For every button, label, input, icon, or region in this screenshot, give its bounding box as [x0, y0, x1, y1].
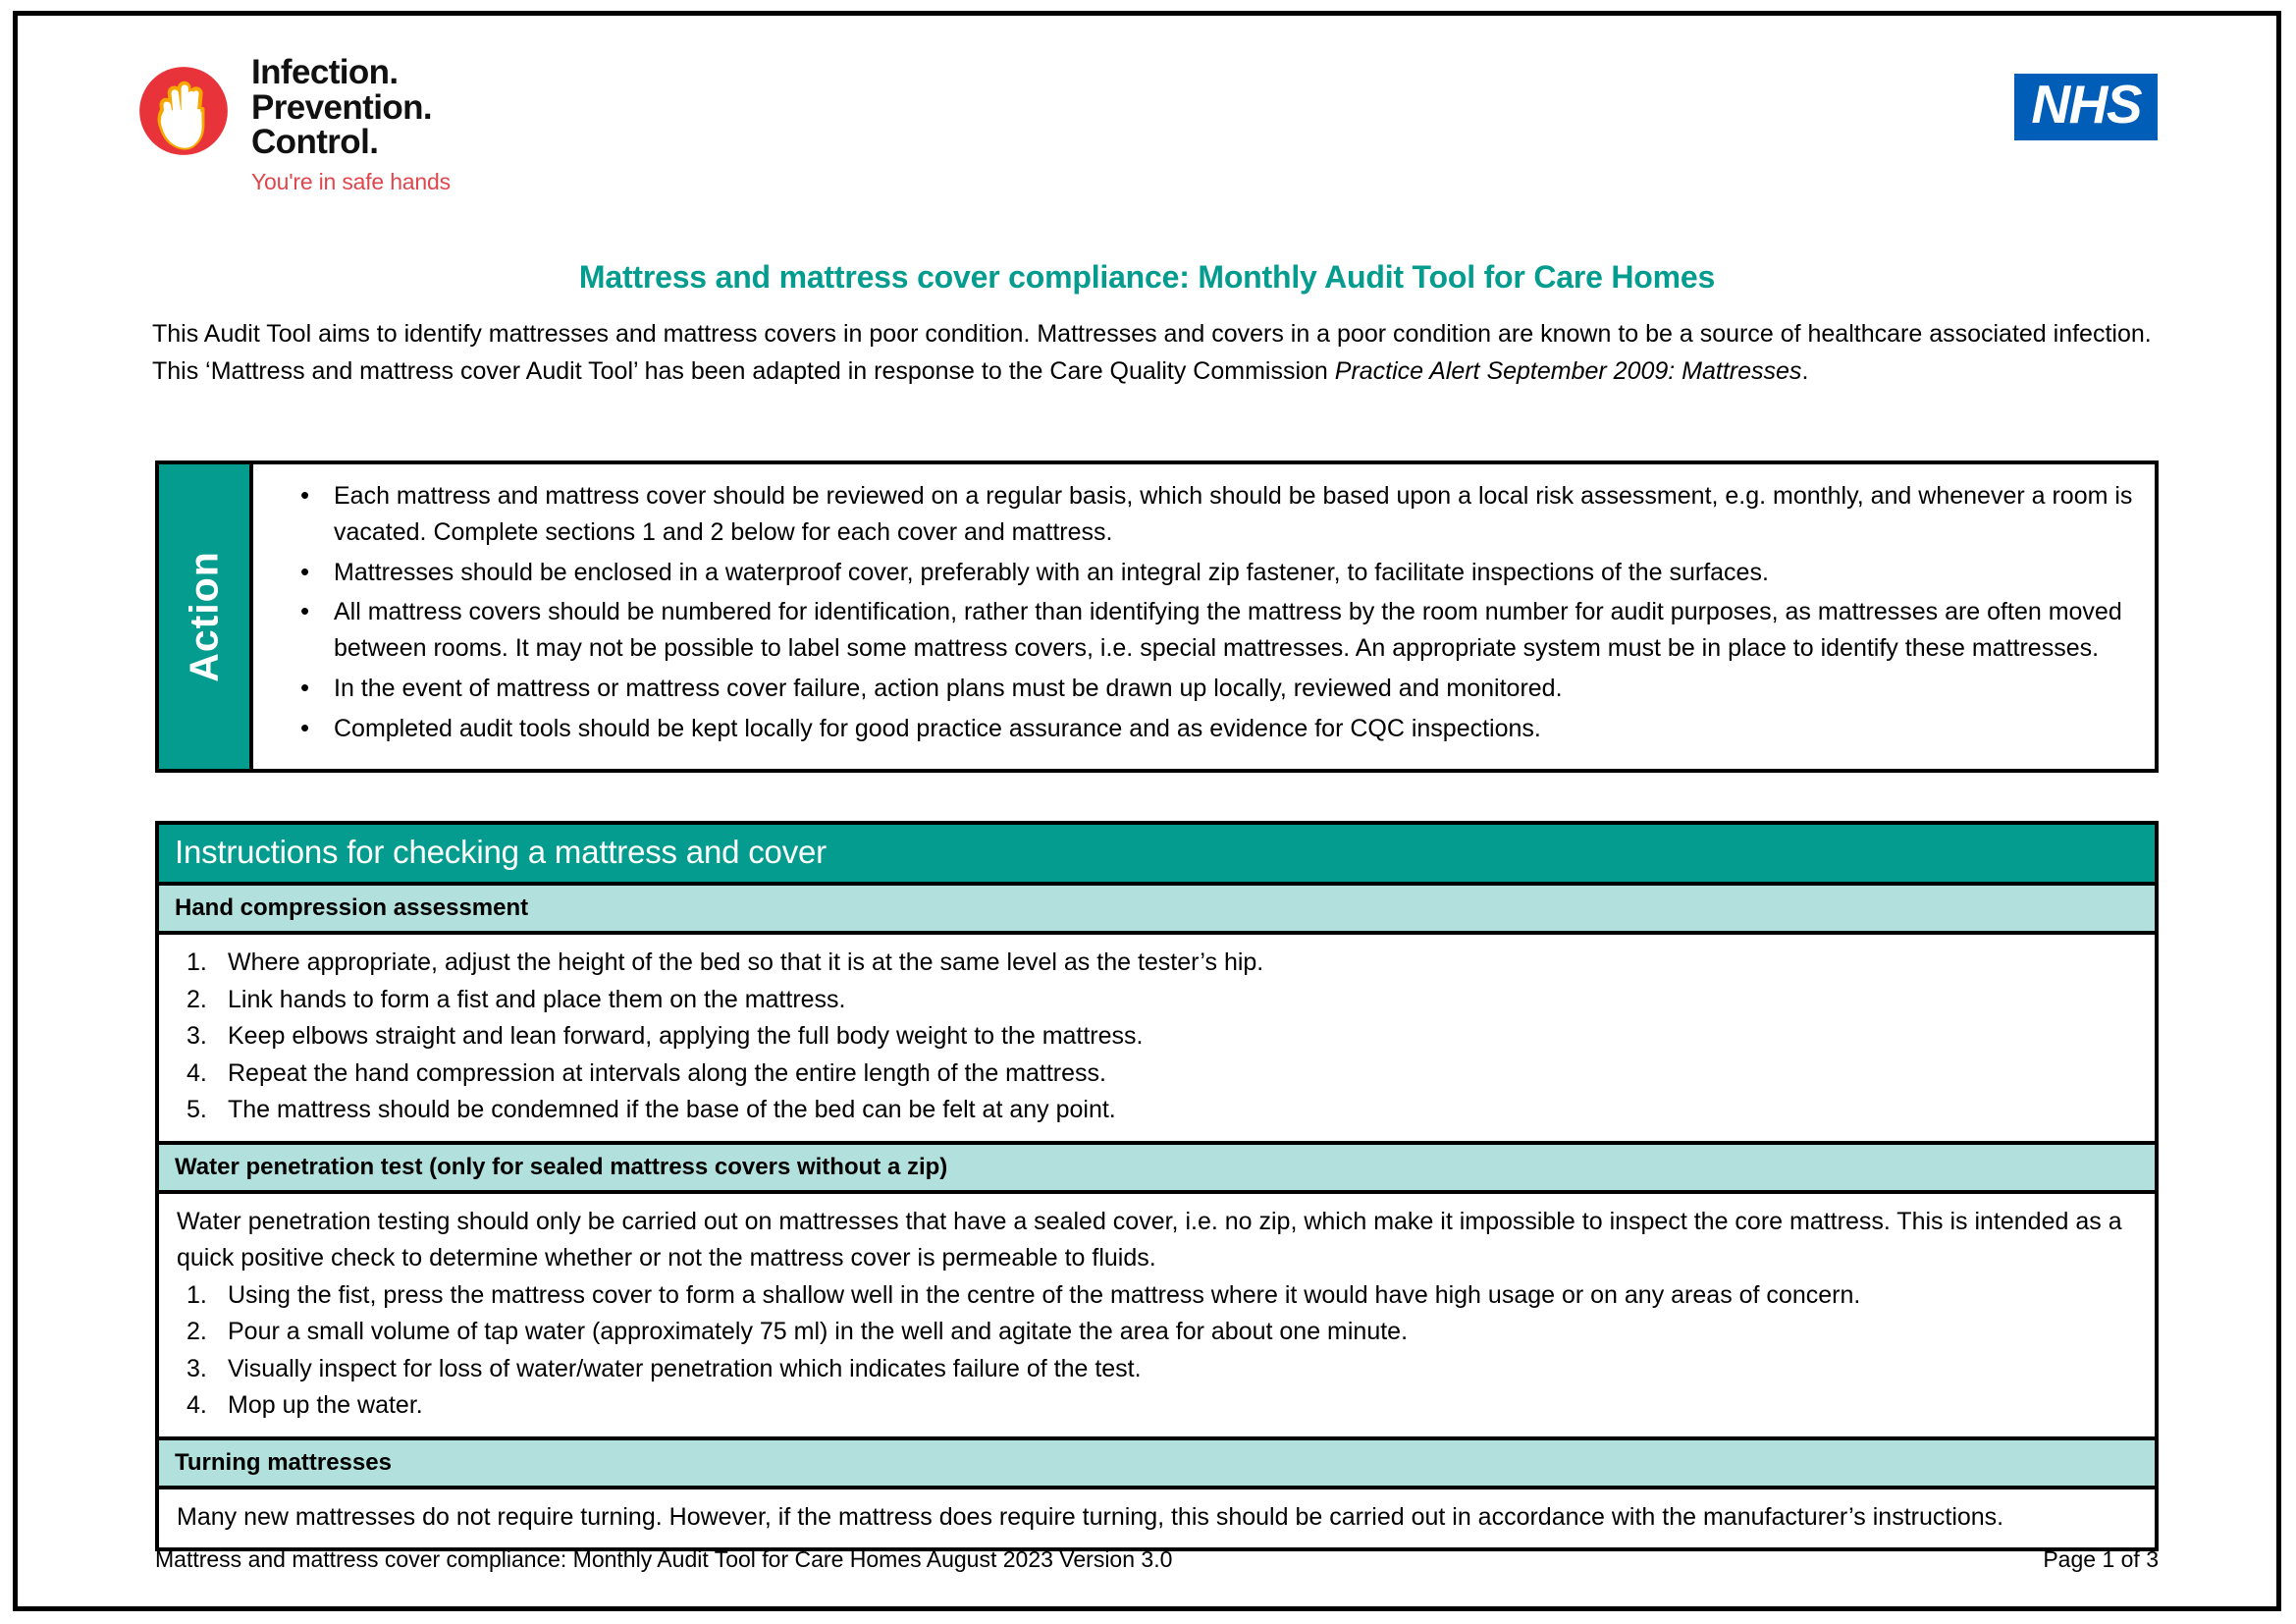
section-heading-water-penetration: Water penetration test (only for sealed mattress covers without a zip): [159, 1141, 2155, 1194]
action-box: [155, 460, 2159, 773]
action-bullet: • Completed audit tools should be kept locally for good practice assurance and as evidence for CQC inspections.: [334, 711, 2133, 747]
nhs-logo: NHS: [2014, 74, 2158, 140]
list-item: Visually inspect for loss of water/water penetration which indicates failure of the test.: [228, 1354, 1142, 1382]
ipc-tagline: You're in safe hands: [251, 169, 451, 194]
footer-document-reference: Mattress and mattress cover compliance: Monthly Audit Tool for Care Homes August 2023 Version 3.0: [155, 1546, 1173, 1572]
list-item: Where appropriate, adjust the height of the bed so that it is at the same level as the tester’s hip.: [228, 948, 1264, 976]
action-label-text: Action: [181, 551, 227, 682]
list-item: Link hands to form a fist and place them on the mattress.: [228, 985, 846, 1013]
list-item: Pour a small volume of tap water (approximately 75 ml) in the well and agitate the area for about one minute.: [228, 1318, 1409, 1345]
ipc-logo: [133, 55, 507, 195]
list-item: Repeat the hand compression at intervals along the entire length of the mattress.: [228, 1058, 1106, 1087]
section-heading-turning-mattresses: Turning mattresses: [159, 1436, 2155, 1489]
hand-icon: [133, 61, 234, 161]
page-title: Mattress and mattress cover compliance: Monthly Audit Tool for Care Homes: [578, 259, 1716, 295]
action-bullet: • All mattress covers should be numbered for identification, rather than identifying the mattress by the room number for audit purposes, as mattresses are often moved between rooms. It may not be possible to label some mattress covers, i.e. special mattresses. An appropriate system must be in place to identify these mattresses.: [334, 594, 2133, 667]
page-footer: [155, 1546, 2159, 1573]
intro-text-part1: This Audit Tool aims to identify mattresses and mattress covers in poor condition. Mattresses and covers in a poor condition are known to be a source of healthcare associated infection. This ‘Mattress and mattress cover Audit Tool’ has been adapted in response to the Care Quality Commission: [152, 320, 2152, 385]
section-heading-hand-compression: Hand compression assessment: [159, 886, 2155, 935]
document-header: [18, 16, 2276, 202]
ipc-wordmark: [251, 55, 432, 160]
hand-compression-steps: [159, 935, 2155, 1141]
intro-text-italic: Practice Alert September 2009: Mattresses: [1334, 357, 1802, 385]
water-penetration-intro: Water penetration testing should only be carried out on mattresses that have a sealed cover, i.e. no zip, which make it impossible to inspect the core mattress. This is intended as a quick positive check to determine whether or not the mattress cover is permeable to fluids.: [177, 1207, 2122, 1272]
action-bullet: • In the event of mattress or mattress cover failure, action plans must be drawn up locally, reviewed and monitored.: [334, 671, 2133, 707]
list-item: Using the fist, press the mattress cover to form a shallow well in the centre of the mattress where it would have high usage or on any areas of concern.: [228, 1280, 1861, 1309]
action-bullet-list: [253, 464, 2155, 769]
instructions-header: Instructions for checking a mattress and cover: [159, 825, 2155, 886]
page-frame: [13, 11, 2281, 1611]
instructions-table: [155, 821, 2159, 1551]
ipc-line-prevention: Prevention.: [251, 87, 433, 127]
action-bullet: • Mattresses should be enclosed in a waterproof cover, preferably with an integral zip fastener, to facilitate inspections of the surfaces.: [334, 555, 2133, 591]
list-item: Keep elbows straight and lean forward, applying the full body weight to the mattress.: [228, 1022, 1144, 1050]
list-item: Mop up the water.: [228, 1391, 423, 1419]
footer-page-number: Page 1 of 3: [2043, 1546, 2159, 1572]
water-penetration-content: [159, 1194, 2155, 1436]
list-item: The mattress should be condemned if the base of the bed can be felt at any point.: [228, 1096, 1116, 1123]
intro-paragraph: [152, 315, 2163, 390]
turning-mattresses-content: [159, 1489, 2155, 1548]
action-label-bar: [159, 464, 253, 769]
ipc-logo-top: [133, 55, 507, 161]
intro-text-part2: .: [1801, 357, 1809, 385]
action-bullet: • Each mattress and mattress cover should be reviewed on a regular basis, which should be based upon a local risk assessment, e.g. monthly, and whenever a room is vacated. Complete sections 1 and 2 below for each cover and mattress.: [334, 478, 2133, 551]
turning-mattresses-body: Many new mattresses do not require turning. However, if the mattress does require turning, this should be carried out in accordance with the manufacturer’s instructions.: [177, 1502, 2004, 1531]
page-content: [18, 16, 2276, 1606]
ipc-line-control: Control.: [251, 123, 379, 162]
ipc-line-infection: Infection.: [251, 53, 399, 91]
